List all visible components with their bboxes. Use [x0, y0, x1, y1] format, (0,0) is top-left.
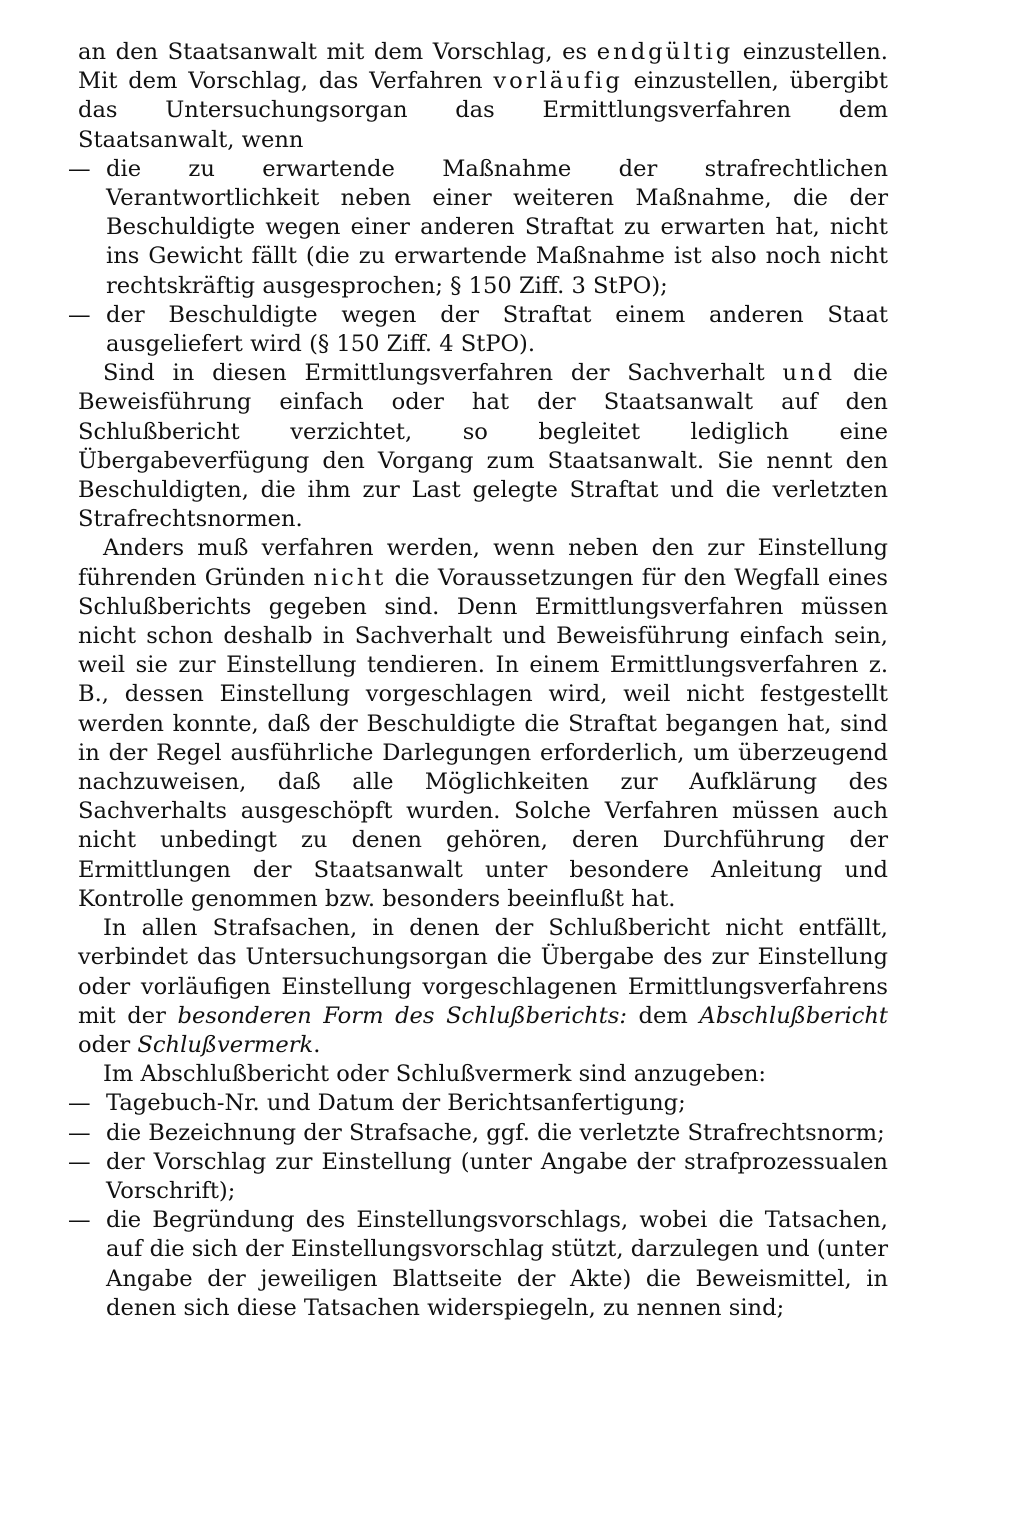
spaced-emphasis: und: [782, 360, 836, 387]
dash-marker: —: [68, 1119, 91, 1146]
spaced-emphasis: vorläufig: [493, 68, 623, 95]
list-item: [68, 1089, 888, 1118]
list-item-text: die Begründung des Einstellungsvorschlags, wobei die Tatsachen, auf die sich der Einstellungsvorschlag stützt, darzulegen und (unter Angabe der jeweiligen Blattseite der Akte) die Beweismittel, in denen sich diese Tatsachen widerspiegeln, zu nennen sind;: [106, 1207, 888, 1321]
paragraph-anzugeben: Im Abschlußbericht oder Schlußvermerk sind anzugeben:: [103, 1061, 767, 1088]
italic-emphasis: Abschlußbericht: [699, 1002, 888, 1029]
list-item-text: die zu erwartende Maßnahme der strafrechtlichen Verantwortlichkeit neben einer weiteren Maßnahme, die der Beschuldigte wegen einer anderen Straftat zu erwarten hat, nicht ins Gewicht fällt (die zu erwartende Maßnahme ist also noch nicht rechtskräftig ausgesprochen; § 150 Ziff. 3 StPO);: [106, 155, 888, 299]
text-run: dem: [626, 1002, 700, 1029]
dash-list-conditions: [68, 155, 888, 359]
italic-emphasis: Schlußvermerk: [137, 1031, 314, 1058]
dash-marker: —: [68, 1090, 91, 1117]
text-run: die Beweisführung einfach oder hat der Staatsanwalt auf den Schlußbericht verzichtet, so begleitet lediglich eine Übergabeverfügung den Vorgang zum Staatsanwalt. Sie nennt den Beschuldigten, die ihm zur Last gelegte Straftat und die verletzten Strafrechtsnormen.: [78, 360, 888, 533]
list-item: [68, 301, 888, 359]
text-run: an den Staatsanwalt mit dem Vorschlag, es: [78, 39, 597, 65]
dash-marker: —: [68, 1207, 91, 1234]
paragraph-uebergabeverfuegung: [78, 359, 888, 534]
paragraph-anders: [78, 534, 888, 914]
list-item-text: der Vorschlag zur Einstellung (unter Angabe der strafprozessualen Vorschrift);: [106, 1148, 888, 1204]
list-item: [68, 1206, 888, 1323]
list-item-text: der Beschuldigte wegen der Straftat einem anderen Staat ausgeliefert wird (§ 150 Ziff. 4 StPO).: [106, 301, 888, 358]
dash-marker: —: [68, 155, 91, 182]
text-run: einzustellen. Mit dem Vorschlag, das Verfahren: [78, 39, 888, 95]
list-item-text: Tagebuch-Nr. und Datum der Berichtsanfertigung;: [106, 1090, 686, 1117]
dash-marker: —: [68, 1148, 91, 1175]
paragraph-intro: [78, 38, 888, 155]
dash-marker: —: [68, 301, 91, 328]
spaced-emphasis: endgültig: [596, 39, 734, 65]
text-run: .: [313, 1031, 321, 1058]
text-run: Anders muß verfahren werden, wenn neben den zur Einstellung führenden Gründen: [78, 535, 888, 591]
text-run: die Voraussetzungen für den Wegfall eines Schlußberichts gegeben sind. Denn Ermittlungsverfahren müssen nicht schon deshalb in Sachverhalt und Beweisführung einfach sein, weil sie zur Einstellung tendieren. In einem Ermittlungsverfahren z. B., dessen Einstellung vorgeschlagen wird, weil nicht festgestellt werden konnte, daß der Beschuldigte die Straftat begangen hat, sind in der Regel ausführliche Darlegungen erforderlich, um überzeugend nachzuweisen, daß alle Möglichkeiten zur Aufklärung des Sachverhalts ausgeschöpft wurden. Solche Verfahren müssen auch nicht unbedingt zu denen gehören, deren Durchführung der Ermittlungen der Staatsanwalt unter besondere Anleitung und Kontrolle genommen bzw. besonders beeinflußt hat.: [78, 564, 889, 912]
text-run: oder: [78, 1031, 138, 1058]
dash-list-requirements: [68, 1089, 888, 1323]
list-item: [68, 1148, 888, 1206]
italic-emphasis: besonderen Form des Schlußberichts:: [177, 1002, 627, 1029]
document-page: [68, 38, 889, 1323]
paragraph-strafsachen: [78, 914, 888, 1060]
list-item: [68, 1119, 888, 1148]
list-item: [68, 155, 888, 301]
text-run: In allen Strafsachen, in denen der Schlußbericht nicht entfällt, verbindet das Untersuchungsorgan die Übergabe des zur Einstellung oder vorläufigen Einstellung vorgeschlagenen Ermittlungsverfahrens mit der: [78, 915, 888, 1029]
spaced-emphasis: nicht: [313, 564, 387, 591]
text-run: Sind in diesen Ermittlungsverfahren der Sachverhalt: [103, 360, 783, 387]
list-item-text: die Bezeichnung der Strafsache, ggf. die verletzte Strafrechtsnorm;: [106, 1119, 885, 1146]
text-run: einzustellen, übergibt das Untersuchungsorgan das Ermittlungsverfahren dem Staatsanwalt, wenn: [78, 68, 888, 153]
